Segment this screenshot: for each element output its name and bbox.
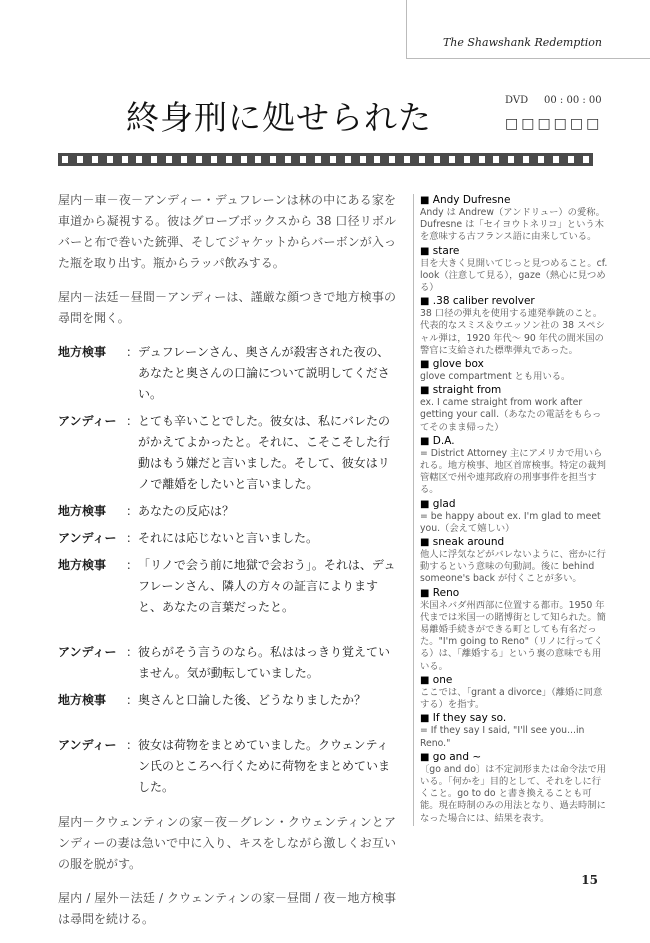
square-bullet-icon: ■ <box>420 674 430 686</box>
film-hole <box>122 156 128 163</box>
dialogue-text: デュフレーンさん、奥さんが殺害された夜の、あなたと奥さんの口論について説明してください。 <box>138 345 390 401</box>
glossary-desc: ex. I came straight from work after getting your call.（あなたの電話をもらってそのまま帰った） <box>420 397 602 433</box>
glossary-column <box>413 194 608 826</box>
film-hole <box>434 156 440 163</box>
timecode: 00 : 00 : 00 <box>544 95 602 106</box>
scene-description: 屋内 / 屋外－法廷 / クウェンティンの家－昼間 / 夜－地方検事は尋問を続ける。 <box>58 891 396 926</box>
glossary-term: ■ straight from <box>420 384 502 397</box>
glossary-entry <box>420 384 608 434</box>
scene-description: 屋内－クウェンティンの家－夜－グレン・クウェンティンとアンディーの妻は急いで中に入り、キスをしながら激しくお互いの服を脱がす。 <box>58 815 396 871</box>
dialogue-line <box>58 555 396 618</box>
chapter-boxes: □□□□□□ <box>505 116 603 132</box>
scene-description: 屋内－車－夜－アンディー・デュフレーンは林の中にある家を車道から凝視する。彼はグローブボックスから 38 口径リボルバーと布で巻いた銃弾、そしてジャケットからバーボンが入った瓶を取り出す。瓶からラッパ飲みする。 <box>58 193 396 270</box>
square-bullet-icon: ■ <box>420 751 430 763</box>
glossary-entry <box>420 536 608 586</box>
dialogue-line <box>58 642 396 684</box>
glossary-term: ■ stare <box>420 244 460 257</box>
glossary-term: ■ D.A. <box>420 434 455 447</box>
dvd-label: DVD <box>505 95 529 106</box>
film-hole <box>92 156 98 163</box>
film-hole <box>255 156 261 163</box>
glossary-desc: 米国ネバダ州西部に位置する都市。1950 年代までは米国一の賭博街として知られた。簡易離婚手続きができる町としても有名だった。"I'm going to Reno"（リノに行ってくる）は、「離婚する」という裏の意味でも用いる。 <box>420 599 606 672</box>
film-hole <box>479 156 485 163</box>
script-column <box>58 190 396 943</box>
film-hole <box>568 156 574 163</box>
dialogue-line <box>58 735 396 798</box>
square-bullet-icon: ■ <box>420 435 430 447</box>
square-bullet-icon: ■ <box>420 245 430 257</box>
film-hole <box>196 156 202 163</box>
film-hole <box>211 156 217 163</box>
square-bullet-icon: ■ <box>420 713 430 725</box>
film-hole <box>404 156 410 163</box>
glossary-term: ■ Andy Dufresne <box>420 194 511 206</box>
dialogue-line <box>58 690 396 711</box>
film-hole <box>151 156 157 163</box>
film-hole <box>449 156 455 163</box>
film-hole <box>553 156 559 163</box>
film-hole <box>226 156 232 163</box>
film-hole <box>523 156 529 163</box>
film-hole <box>345 156 351 163</box>
dvd-timecode <box>505 95 602 106</box>
speaker-name: 地方検事 <box>58 504 107 518</box>
glossary-desc: ここでは、「grant a divorce」（離婚に同意する）を指す。 <box>420 686 603 711</box>
glossary-desc: glove compartment とも用いる。 <box>420 371 571 383</box>
square-bullet-icon: ■ <box>420 587 430 599</box>
dialogue-line <box>58 342 396 405</box>
film-hole <box>62 156 68 163</box>
film-hole <box>181 156 187 163</box>
dialogue-line <box>58 501 396 522</box>
dialogue-text: とても辛いことでした。彼女は、私にバレたのがかえてよかったと。それに、こそこそした行動はもう嫌だと言いました。そして、彼女はリノで離婚をしたいと言いました。 <box>138 414 391 491</box>
glossary-entry <box>420 712 608 749</box>
glossary-entry <box>420 498 608 535</box>
film-hole <box>538 156 544 163</box>
glossary-entry <box>420 587 608 673</box>
glossary-term: ■ sneak around <box>420 536 505 549</box>
dialogue-text: 「リノで会う前に地獄で会おう」。それは、デュフレーンさん、隣人の方々の証言によりますと、あなたの言葉だったと。 <box>138 558 396 614</box>
glossary-entry <box>420 358 608 383</box>
glossary-desc: 他人に浮気などがバレないように、密かに行動するという意味の句動詞。後に behind someone's back が付くことが多い。 <box>420 549 606 585</box>
glossary-term: ■ .38 caliber revolver <box>420 295 535 308</box>
speaker-colon: ： <box>126 558 139 572</box>
speaker-colon: ： <box>126 504 139 518</box>
film-hole <box>241 156 247 163</box>
glossary-desc: = be happy about ex. I'm glad to meet you.（会えて嬉しい） <box>420 510 601 534</box>
speaker-colon: ： <box>126 645 139 659</box>
film-hole <box>166 156 172 163</box>
dialogue-text: それには応じないと言いました。 <box>138 531 319 545</box>
speaker-name: 地方検事 <box>58 693 107 707</box>
glossary-entry <box>420 295 608 357</box>
film-hole <box>389 156 395 163</box>
glossary-entry <box>420 751 608 825</box>
speaker-colon: ： <box>126 414 139 428</box>
glossary-desc: = District Attorney 主にアメリカで用いられる。地方検事、地区首席検事。特定の裁判管轄区で州や連邦政府の刑事事件を担当する。 <box>420 447 606 496</box>
speaker-name: 地方検事 <box>58 345 107 359</box>
glossary-term: ■ go and ~ <box>420 750 482 763</box>
film-hole <box>136 156 142 163</box>
speaker-colon: ： <box>126 345 139 359</box>
dialogue-line <box>58 528 396 549</box>
film-hole <box>493 156 499 163</box>
dialogue-text: 彼女は荷物をまとめていました。クウェンティン氏のところへ行くために荷物をまとめていました。 <box>138 738 391 794</box>
corner-rule-vertical <box>406 0 407 58</box>
speaker-colon: ： <box>126 738 139 752</box>
glossary-term: ■ glove box <box>420 358 484 371</box>
square-bullet-icon: ■ <box>420 537 430 549</box>
page-number: 15 <box>581 873 598 887</box>
film-hole <box>508 156 514 163</box>
film-hole <box>464 156 470 163</box>
glossary-desc: 38 口径の弾丸を使用する連発拳銃のこと。代表的なスミス＆ウエッソン社の 38 スペシャル弾は，1920 年代～ 90 年代の間米国の警官に支給された標準弾丸であった。 <box>420 308 605 356</box>
glossary-desc: 〔go and do〕は不定詞形または命令法で用いる。「何かを」目的として、それをしに行くこと。go to do と書き換えることも可能。現在時制のみの用法となり、過去時制になった場合には、結果を表す。 <box>420 763 607 824</box>
speaker-name: アンディー <box>58 531 117 545</box>
speaker-colon: ： <box>126 531 139 545</box>
dialogue-text: あなたの反応は？ <box>138 504 235 518</box>
speaker-name: アンディー <box>58 414 117 428</box>
film-hole <box>330 156 336 163</box>
dialogue-line <box>58 411 396 495</box>
dialogue-text: 奥さんと口論した後、どうなりましたか？ <box>138 693 367 707</box>
film-hole <box>360 156 366 163</box>
scene-description: 屋内－法廷－昼間－アンディーは、謹厳な顔つきで地方検事の尋問を聞く。 <box>58 290 396 325</box>
glossary-entry <box>420 194 608 244</box>
glossary-desc: Andy は Andrew（アンドリュー）の愛称。Dufresne は「セイヨウトネリコ」という木を意味する古フランス語に由来している。 <box>420 207 605 243</box>
corner-rule-horizontal <box>406 58 650 59</box>
glossary-term: ■ If they say so. <box>420 712 507 725</box>
glossary-desc: 目を大きく見開いてじっと見つめること。cf. look（注意して見る），gaze（熱心に見つめる） <box>420 257 608 294</box>
speaker-name: 地方検事 <box>58 558 107 572</box>
film-hole <box>270 156 276 163</box>
speaker-name: アンディー <box>58 738 117 752</box>
film-hole <box>285 156 291 163</box>
glossary-term: ■ Reno <box>420 586 460 599</box>
glossary-entry <box>420 435 608 497</box>
film-hole <box>583 156 589 163</box>
square-bullet-icon: ■ <box>420 359 430 371</box>
glossary-desc: = If they say I said, "I'll see you...in Reno." <box>420 725 585 749</box>
film-hole <box>315 156 321 163</box>
square-bullet-icon: ■ <box>420 195 430 206</box>
film-hole <box>300 156 306 163</box>
film-title: The Shawshank Redemption <box>442 36 602 49</box>
square-bullet-icon: ■ <box>420 385 430 397</box>
glossary-entry <box>420 674 608 711</box>
film-hole <box>77 156 83 163</box>
glossary-term: ■ one <box>420 673 453 686</box>
film-hole <box>107 156 113 163</box>
glossary-term: ■ glad <box>420 497 456 510</box>
square-bullet-icon: ■ <box>420 498 430 510</box>
glossary-entry <box>420 245 608 295</box>
speaker-colon: ： <box>126 693 139 707</box>
page-title: 終身刑に処せられた <box>126 98 432 137</box>
film-hole <box>419 156 425 163</box>
dialogue-text: 彼らがそう言うのなら。私ははっきり覚えていません。気が動転していました。 <box>138 645 391 680</box>
film-strip-divider <box>58 153 593 166</box>
film-hole <box>374 156 380 163</box>
speaker-name: アンディー <box>58 645 117 659</box>
square-bullet-icon: ■ <box>420 296 430 308</box>
